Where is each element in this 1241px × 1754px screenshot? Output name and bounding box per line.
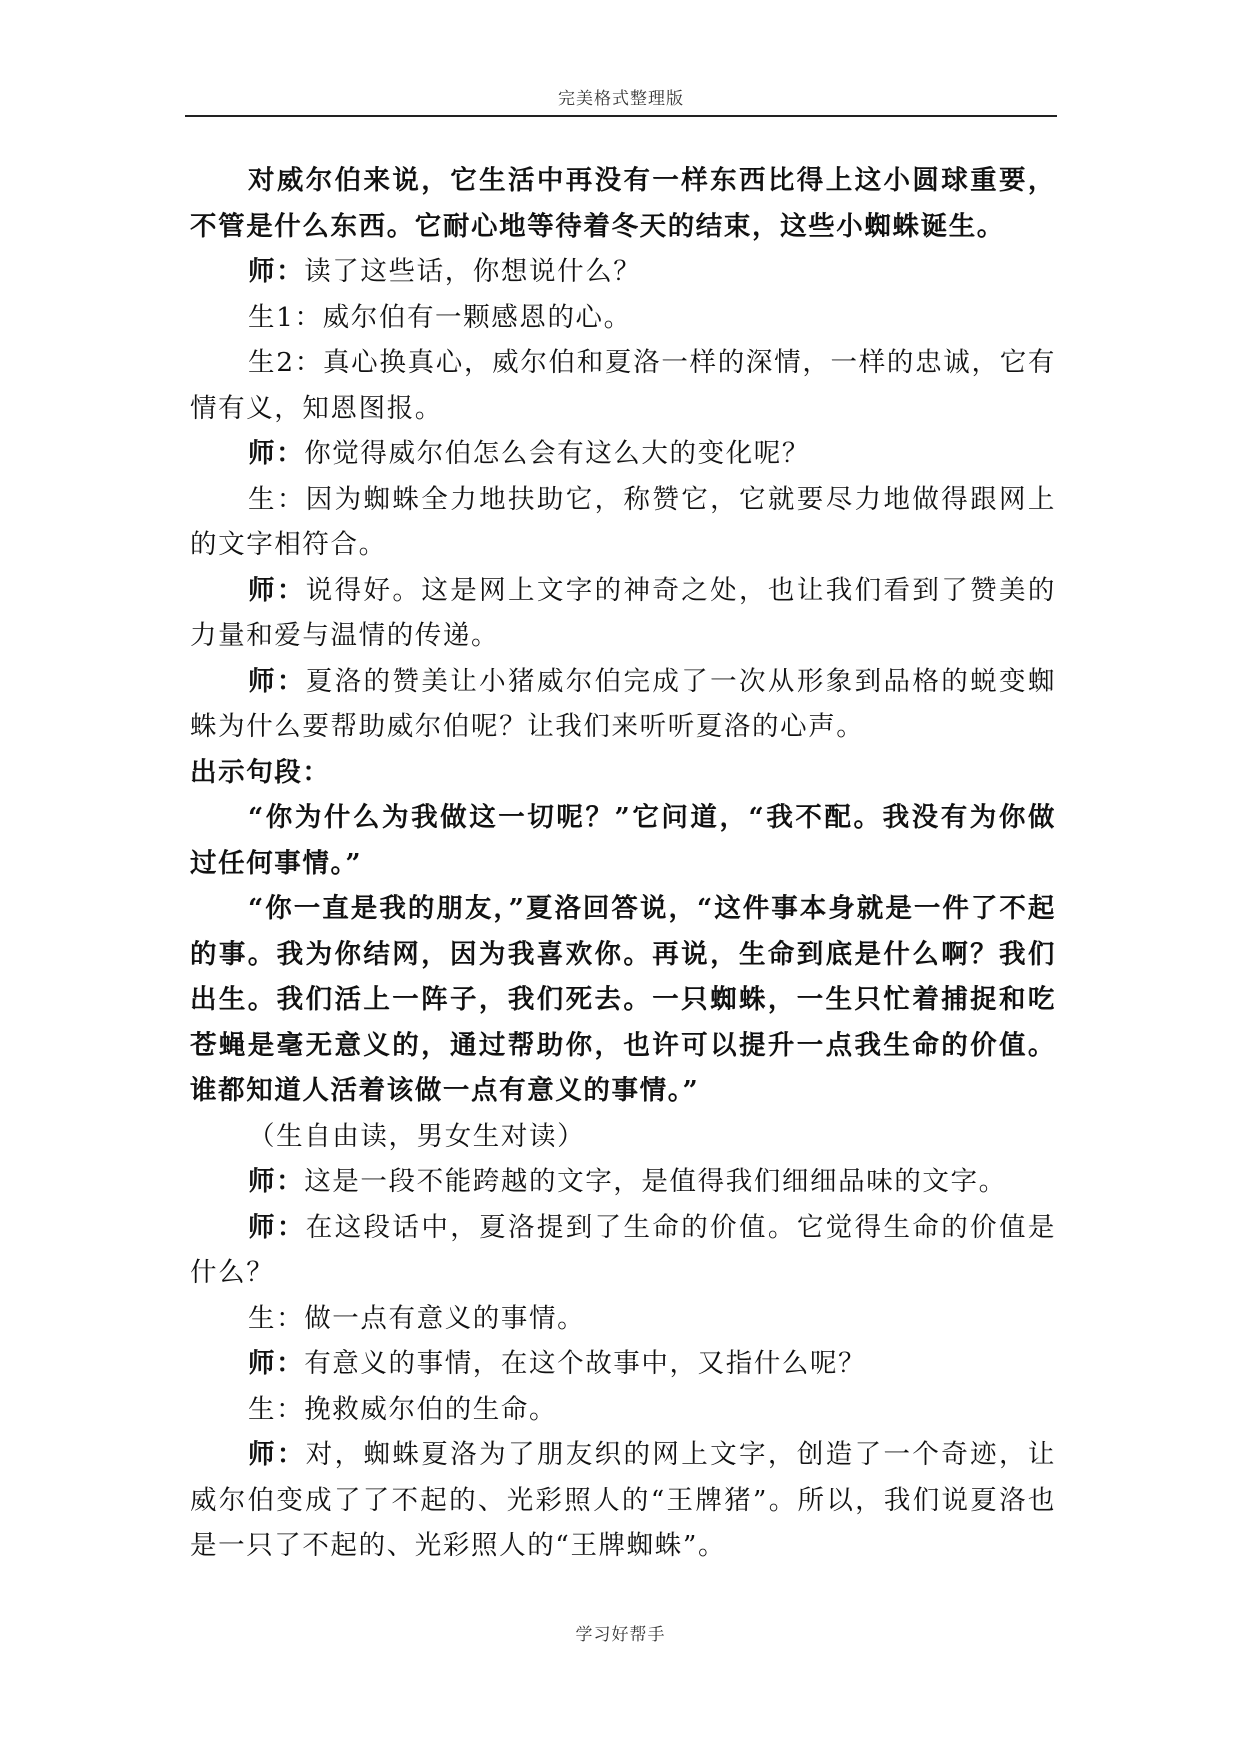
- teacher-paragraph: [190, 1159, 1056, 1205]
- paragraph-text: 你觉得威尔伯怎么会有这么大的变化呢？: [304, 438, 811, 469]
- teacher-paragraph: [190, 1432, 1056, 1569]
- document-body: [190, 158, 1056, 1569]
- teacher-paragraph: [190, 1205, 1056, 1296]
- paragraph-text: 说得好。这是网上文字的神奇之处，也让我们看到了赞美的力量和爱与温情的传递。: [190, 574, 1056, 651]
- paragraph-text: 读了这些话，你想说什么？: [304, 256, 642, 287]
- paragraph-text: 这是一段不能跨越的文字，是值得我们细细品味的文字。: [304, 1166, 1007, 1197]
- paragraph-text: 生2：真心换真心，威尔伯和夏洛一样的深情，一样的忠诚，它有情有义，知恩图报。: [190, 347, 1056, 424]
- paragraph-text: 生1：威尔伯有一颗感恩的心。: [248, 301, 632, 333]
- speaker-label: 师：: [248, 256, 305, 287]
- speaker-label: 师：: [248, 1166, 305, 1197]
- student-paragraph: [190, 477, 1056, 568]
- paragraph-text: 生：做一点有意义的事情。: [248, 1302, 586, 1334]
- teacher-paragraph: [190, 568, 1056, 659]
- page-header: 完美格式整理版: [558, 89, 684, 109]
- quote-paragraph: “你为什么为我做这一切呢？”它问道，“我不配。我没有为你做过任何事情。”: [190, 802, 1056, 879]
- student-paragraph: [190, 1387, 1056, 1433]
- paragraph-text: 有意义的事情，在这个故事中，又指什么呢？: [304, 1348, 867, 1379]
- quote-paragraph: “你一直是我的朋友，”夏洛回答说，“这件事本身就是一件了不起的事。我为你结网，因为我喜欢你。再说，生命到底是什么啊？我们出生。我们活上一阵子，我们死去。一只蜘蛛，一生只忙着捕捉和吃苍蝇是毫无意义的，通过帮助你，也许可以提升一点我生命的价值。谁都知道人活着该做一点有意义的事情。”: [190, 893, 1056, 1106]
- student-paragraph: [190, 295, 1056, 341]
- paragraph-text: 夏洛的赞美让小猪威尔伯完成了一次从形象到品格的蜕变蜘蛛为什么要帮助威尔伯呢？让我们来听听夏洛的心声。: [190, 665, 1056, 742]
- stage-direction: （生自由读，男女生对读）: [248, 1120, 586, 1152]
- speaker-label: 师：: [248, 1348, 305, 1379]
- paragraph-text: 生：因为蜘蛛全力地扶助它，称赞它，它就要尽力地做得跟网上的文字相符合。: [190, 483, 1056, 560]
- paragraph-text: 对，蜘蛛夏洛为了朋友织的网上文字，创造了一个奇迹，让威尔伯变成了了不起的、光彩照人的“王牌猪”。所以，我们说夏洛也是一只了不起的、光彩照人的“王牌蜘蛛”。: [190, 1439, 1056, 1561]
- page-footer: 学习好帮手: [575, 1625, 666, 1645]
- teacher-paragraph: [190, 249, 1056, 295]
- paragraph-text: 在这段话中，夏洛提到了生命的价值。它觉得生命的价值是什么？: [190, 1211, 1056, 1288]
- header-divider: [185, 115, 1057, 117]
- paragraph-text: 生：挽救威尔伯的生命。: [248, 1393, 558, 1425]
- teacher-paragraph: [190, 1341, 1056, 1387]
- student-paragraph: [190, 1296, 1056, 1342]
- speaker-label: 师：: [248, 1439, 306, 1470]
- speaker-label: 师：: [248, 665, 306, 697]
- teacher-paragraph: [190, 659, 1056, 750]
- speaker-label: 师：: [248, 1211, 306, 1243]
- student-paragraph: [190, 340, 1056, 431]
- speaker-label: 师：: [248, 574, 306, 606]
- speaker-label: 师：: [248, 438, 305, 469]
- section-heading: 出示句段：: [190, 756, 331, 788]
- quote-paragraph: 对威尔伯来说，它生活中再没有一样东西比得上这小圆球重要，不管是什么东西。它耐心地等待着冬天的结束，这些小蜘蛛诞生。: [190, 165, 1056, 242]
- teacher-paragraph: [190, 431, 1056, 477]
